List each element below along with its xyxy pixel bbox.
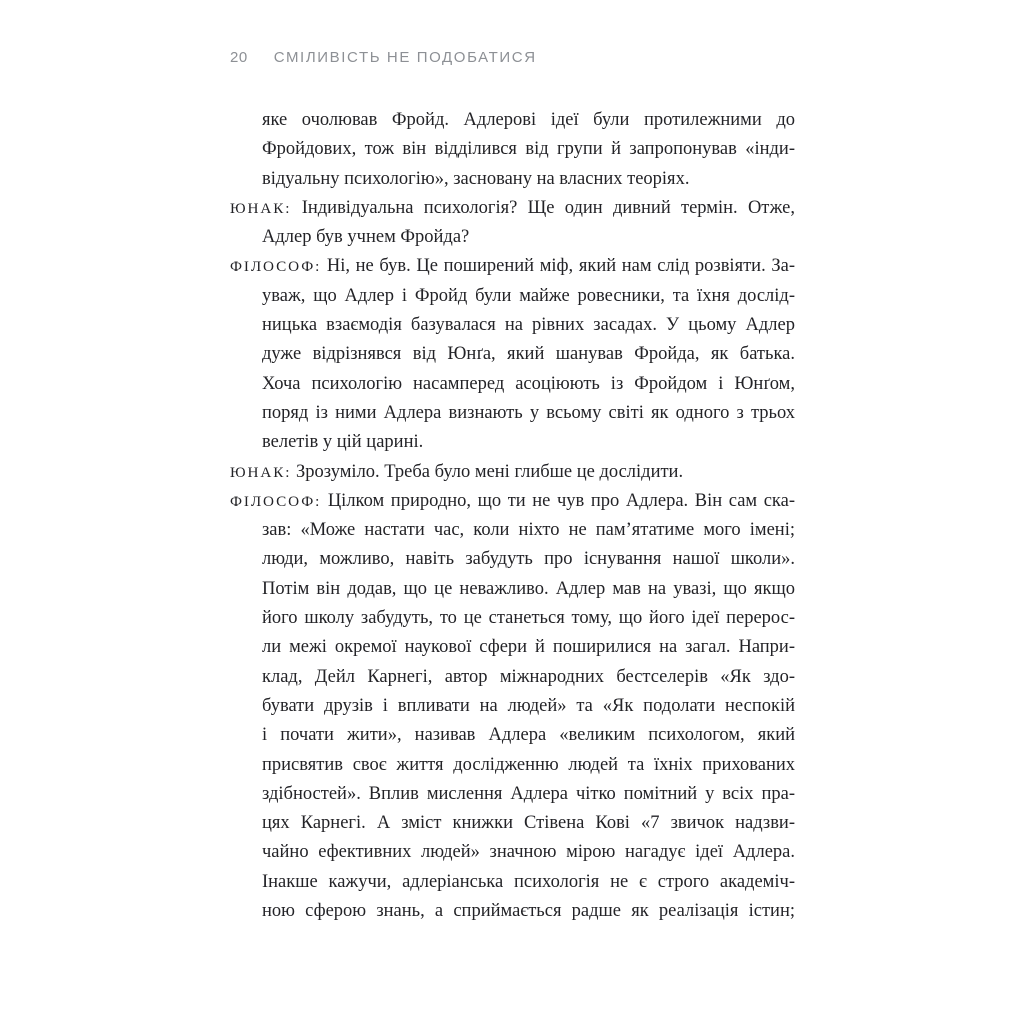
text-line: цях Карнегі. А зміст книжки Стівена Кові «7 звичок надзви-: [262, 813, 795, 834]
text-line: відуальну психологію», засновану на власних теоріях.: [262, 168, 690, 189]
dialogue-text-block: [230, 106, 795, 926]
text-line: зав: «Може настати час, коли ніхто не пам’ятатиме мого імені;: [262, 520, 795, 541]
speaker-label: ЮНАК:: [230, 463, 292, 481]
text-line: ЮНАК: Зрозуміло. Треба було мені глибше це дослідити.: [230, 461, 684, 482]
text-line: бувати друзів і впливати на людей» та «Як подолати неспокій: [262, 695, 795, 716]
dialogue-paragraph: [230, 487, 795, 926]
text-line: дуже відрізнявся від Юнґа, який шанував Фройда, як батька.: [262, 344, 795, 365]
text-line: ною сферою знань, а сприймається радше як реалізація істин;: [262, 901, 795, 922]
text-line: і почати жити», називав Адлера «великим психологом, який: [262, 725, 795, 746]
text-line: ли межі окремої наукової сфери й поширилися на загал. Напри-: [262, 637, 795, 658]
text-line: уваж, що Адлер і Фройд були майже ровесники, та їхня дослід-: [262, 285, 795, 306]
speaker-label: ФІЛОСОФ:: [230, 492, 322, 510]
text-line: Хоча психологію насамперед асоціюють із Фройдом і Юнґом,: [262, 373, 795, 394]
book-title: СМІЛИВІСТЬ НЕ ПОДОБАТИСЯ: [273, 49, 537, 66]
text-line: ФІЛОСОФ: Цілком природно, що ти не чув про Адлера. Він сам ска-: [230, 490, 795, 511]
text-line: чайно ефективних людей» значною мірою нагадує ідеї Адлера.: [262, 842, 795, 863]
dialogue-paragraph: [230, 252, 795, 457]
text-line: Інакше кажучи, адлеріанська психологія не є строго академіч-: [262, 871, 795, 892]
page-header: [230, 49, 795, 66]
speaker-label: ФІЛОСОФ:: [230, 258, 322, 276]
text-line: ФІЛОСОФ: Ні, не був. Це поширений міф, який нам слід розвіяти. За-: [230, 256, 795, 277]
text-line: Фройдових, тож він відділився від групи й запропонував «інди-: [262, 139, 795, 160]
dialogue-paragraph: [230, 106, 795, 194]
text-line: велетів у цій царині.: [262, 432, 424, 453]
text-line: присвятив своє життя дослідженню людей та їхніх прихованих: [262, 754, 795, 775]
dialogue-paragraph: [230, 458, 795, 487]
page-number: 20: [230, 49, 248, 66]
text-line: люди, можливо, навіть забудуть про існування нашої школи».: [262, 549, 795, 570]
text-line: яке очолював Фройд. Адлерові ідеї були протилежними до: [262, 110, 795, 130]
text-line: ЮНАК: Індивідуальна психологія? Ще один дивний термін. Отже,: [230, 197, 795, 218]
text-line: ницька взаємодія базувалася на рівних засадах. У цьому Адлер: [262, 315, 795, 336]
speaker-label: ЮНАК:: [230, 199, 292, 217]
text-line: Потім він додав, що це неважливо. Адлер мав на увазі, що якщо: [262, 578, 795, 599]
text-line: здібностей». Вплив мислення Адлера чітко помітний у всіх пра-: [262, 783, 795, 804]
text-line: Адлер був учнем Фройда?: [262, 227, 470, 248]
text-line: клад, Дейл Карнегі, автор міжнародних бестселерів «Як здо-: [262, 666, 795, 687]
dialogue-paragraph: [230, 194, 795, 253]
text-line: його школу забудуть, то це станеться тому, що його ідеї перерос-: [262, 608, 795, 629]
text-line: поряд із ними Адлера визнають у всьому світі як одного з трьох: [262, 402, 795, 423]
